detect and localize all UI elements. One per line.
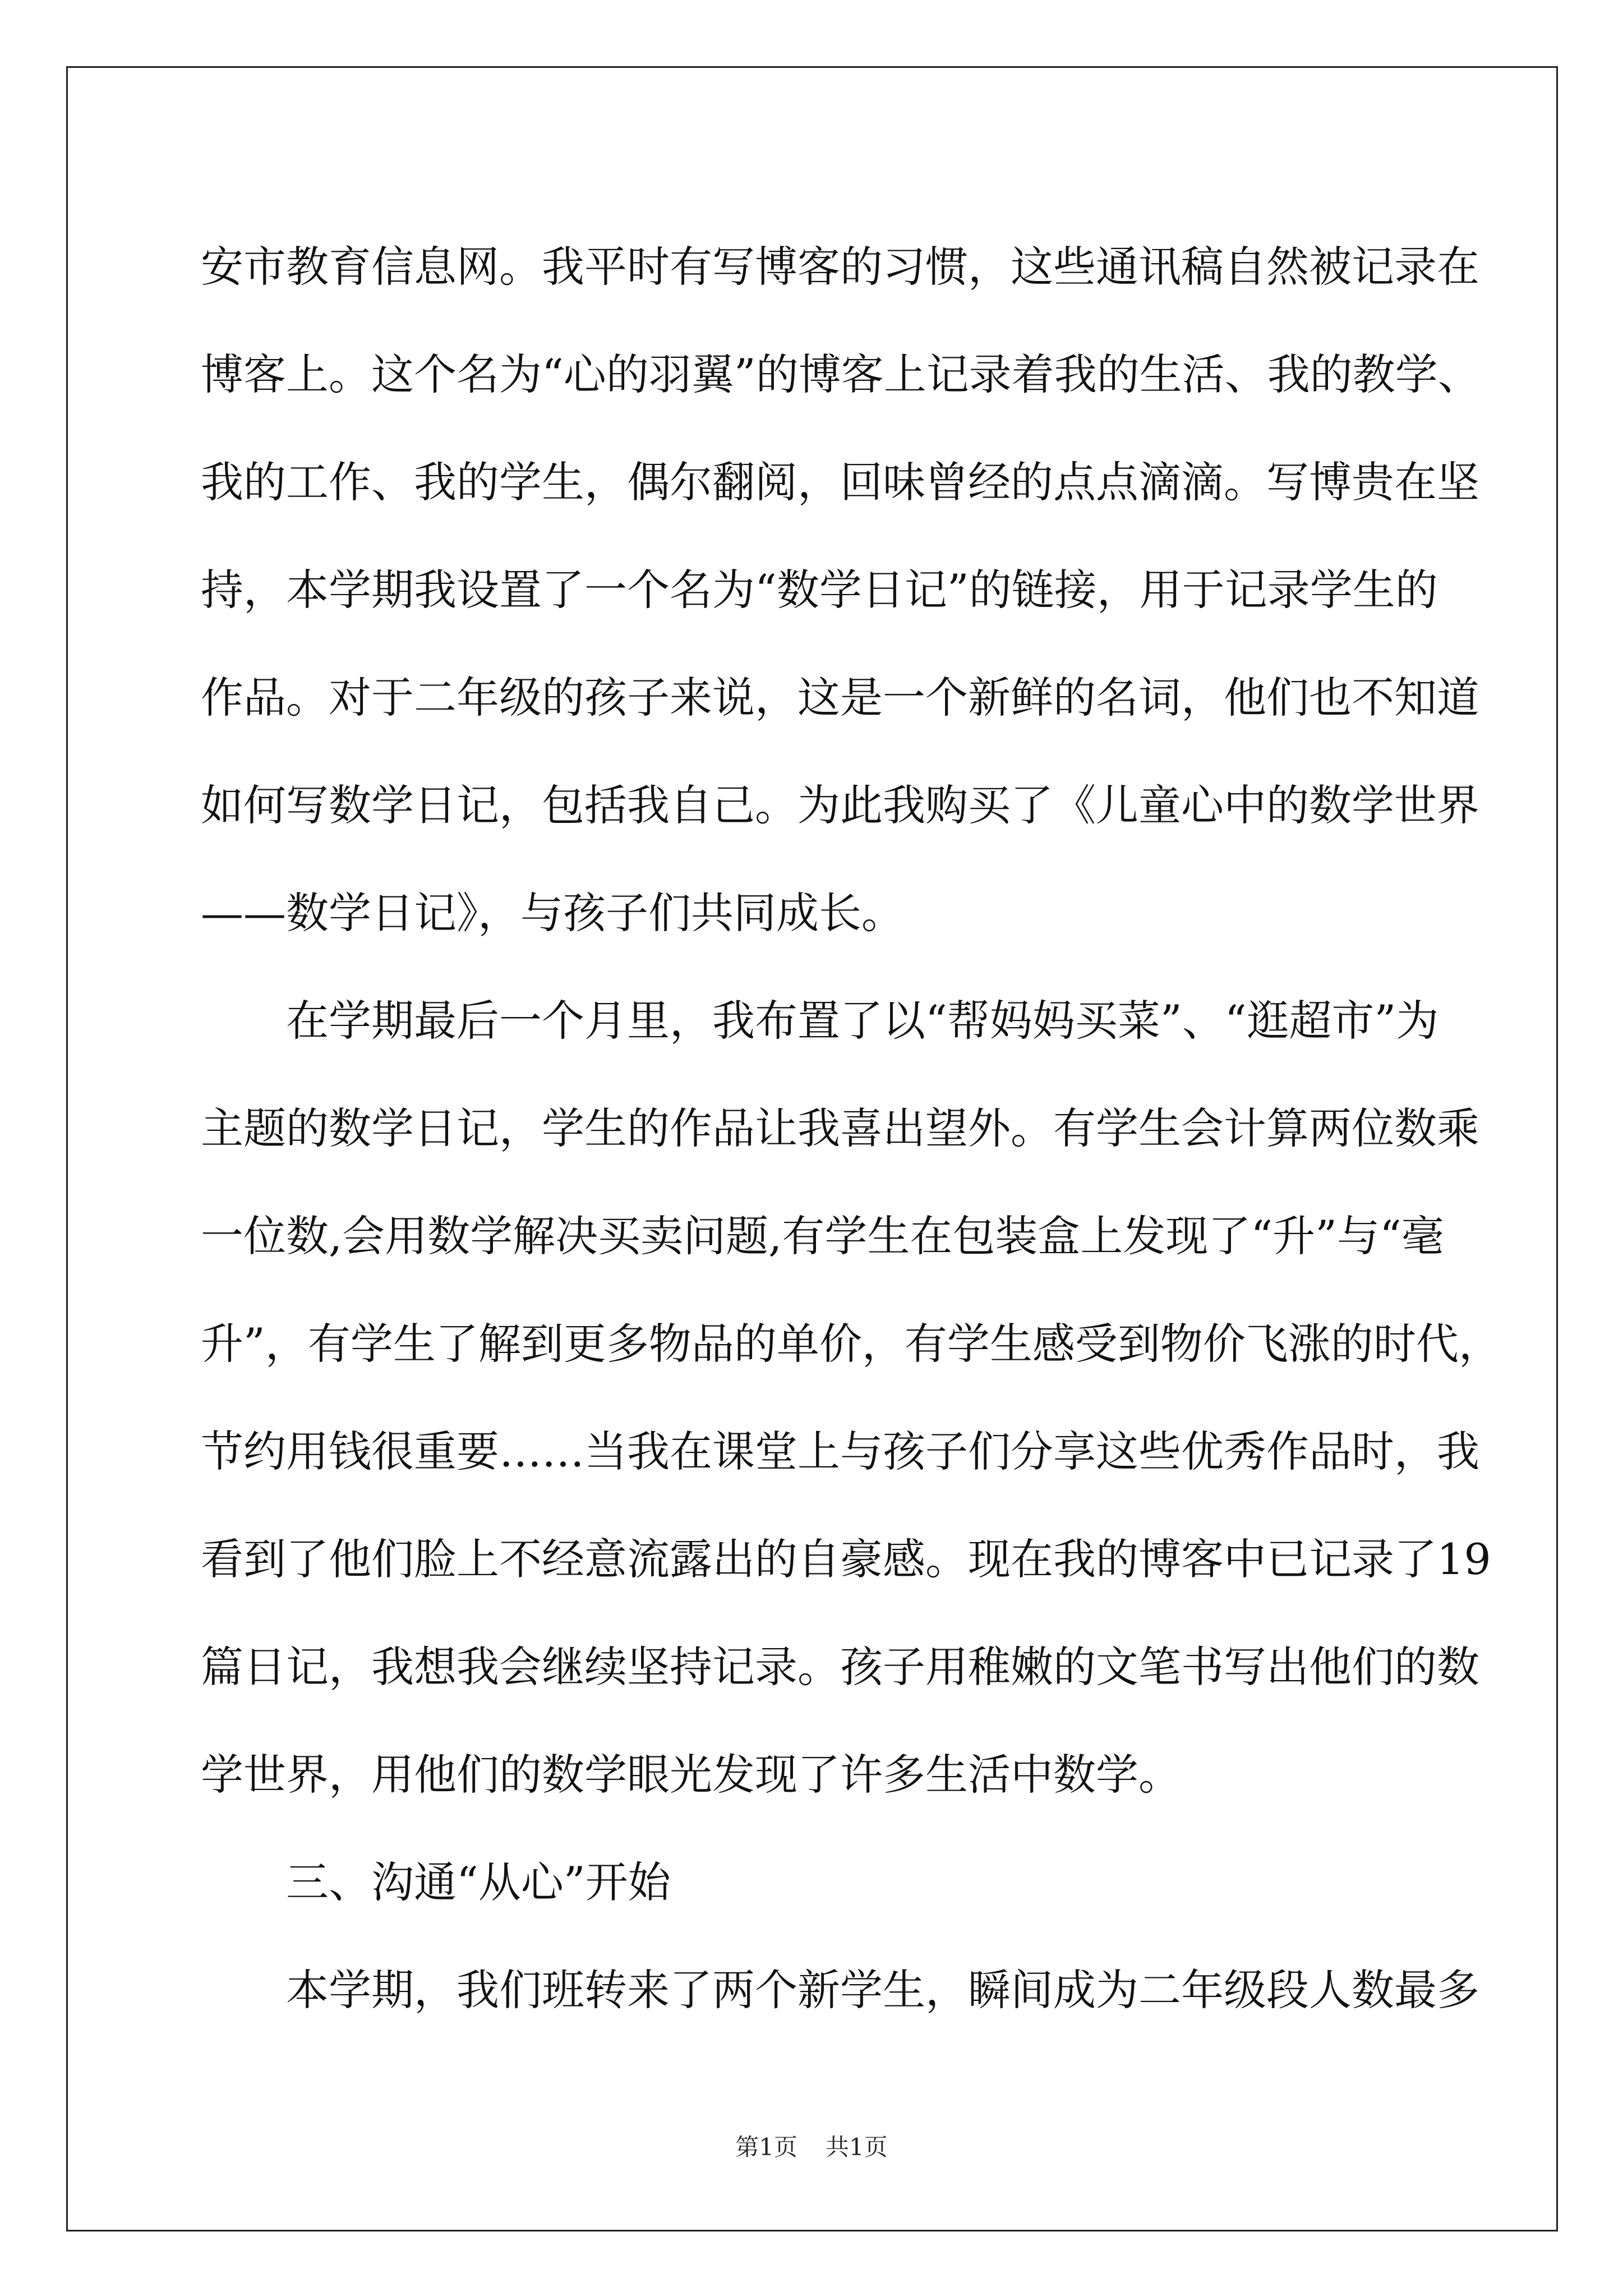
- text-line: ——数学日记》，与孩子们共同成长。: [201, 888, 904, 938]
- text-line: 看到了他们脸上不经意流露出的自豪感。现在我的博客中已记录了19: [201, 1534, 1491, 1584]
- section-heading: 三、沟通“从心”开始: [286, 1857, 671, 1907]
- text-line: 我的工作、我的学生，偶尔翻阅，回味曾经的点点滴滴。写博贵在坚: [201, 457, 1479, 507]
- text-line: 一位数,会用数学解决买卖问题,有学生在包装盒上发现了“升”与“毫: [201, 1211, 1444, 1261]
- page-number-total: 共1页: [826, 2133, 888, 2161]
- paragraph-start-line: 本学期，我们班转来了两个新学生，瞬间成为二年级段人数最多: [286, 1965, 1479, 2015]
- text-line: 安市教育信息网。我平时有写博客的习惯，这些通讯稿自然被记录在: [201, 242, 1479, 292]
- text-line: 作品。对于二年级的孩子来说，这是一个新鲜的名词，他们也不知道: [201, 673, 1479, 723]
- text-line: 主题的数学日记，学生的作品让我喜出望外。有学生会计算两位数乘: [201, 1103, 1479, 1153]
- text-line: 如何写数学日记，包括我自己。为此我购买了《儿童心中的数学世界: [201, 780, 1479, 830]
- page-footer: [0, 2129, 1623, 2162]
- text-line: 升”，有学生了解到更多物品的单价，有学生感受到物价飞涨的时代，: [201, 1319, 1501, 1369]
- text-line: 篇日记，我想我会继续坚持记录。孩子用稚嫩的文笔书写出他们的数: [201, 1642, 1479, 1692]
- page-number-current: 第1页: [735, 2133, 797, 2161]
- document-body: [201, 213, 1501, 2044]
- paragraph-start-line: 在学期最后一个月里，我布置了以“帮妈妈买菜”、“逛超市”为: [286, 996, 1439, 1046]
- text-line: 节约用钱很重要……当我在课堂上与孩子们分享这些优秀作品时，我: [201, 1427, 1479, 1476]
- text-line: 博客上。这个名为“心的羽翼”的博客上记录着我的生活、我的教学、: [201, 349, 1481, 399]
- text-line: 持，本学期我设置了一个名为“数学日记”的链接，用于记录学生的: [201, 565, 1438, 615]
- text-line: 学世界，用他们的数学眼光发现了许多生活中数学。: [201, 1750, 1181, 1800]
